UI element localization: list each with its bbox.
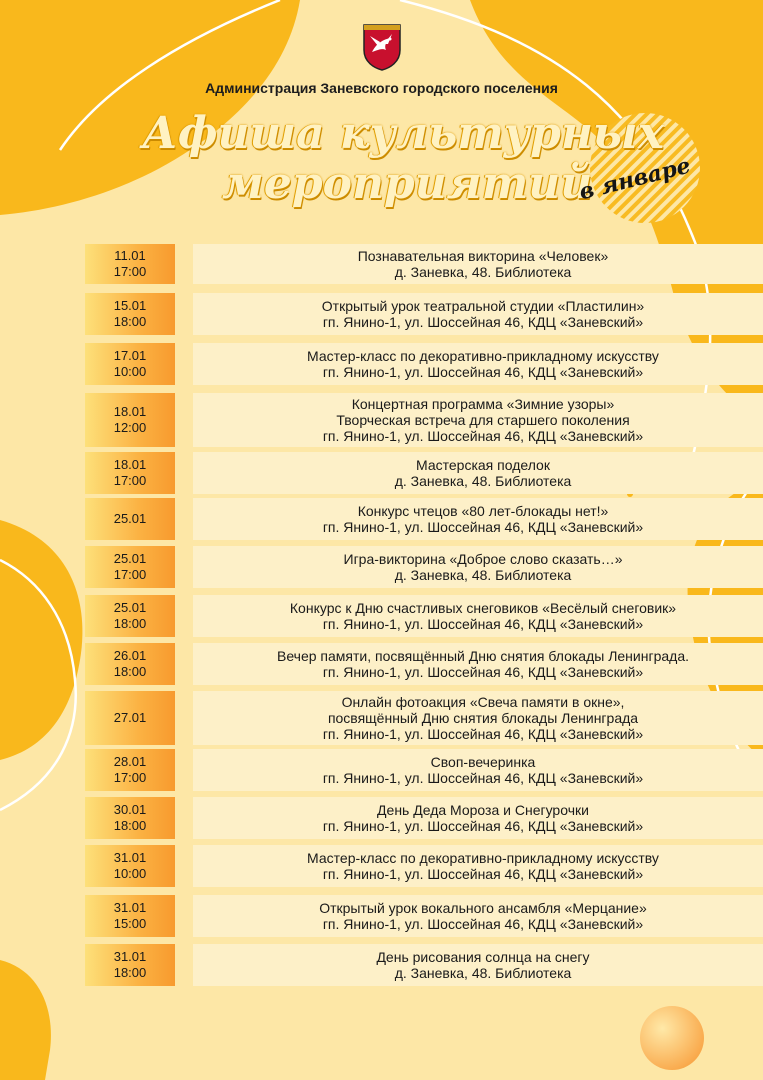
event-datetime bbox=[85, 944, 175, 986]
event-info bbox=[193, 944, 763, 986]
event-info bbox=[193, 643, 763, 685]
event-time: 10:00 bbox=[113, 866, 147, 881]
event-datetime bbox=[85, 845, 175, 887]
event-datetime bbox=[85, 797, 175, 839]
event-text-line: Вечер памяти, посвящённый Дню снятия блокады Ленинграда. bbox=[276, 648, 689, 664]
event-datetime bbox=[85, 293, 175, 335]
event-text-line: д. Заневка, 48. Библиотека bbox=[394, 965, 572, 981]
event-date: 27.01 bbox=[113, 710, 147, 725]
event-date: 31.01 bbox=[113, 850, 147, 865]
event-date: 25.01 bbox=[113, 600, 147, 615]
event-info bbox=[193, 546, 763, 588]
event-time: 15:00 bbox=[113, 916, 147, 931]
organization-name: Администрация Заневского городского поселения bbox=[205, 80, 558, 96]
event-info bbox=[193, 452, 763, 494]
event-text-line: Своп-вечеринка bbox=[430, 754, 536, 770]
event-text-line: Игра-викторина «Доброе слово сказать…» bbox=[343, 551, 623, 567]
event-info bbox=[193, 343, 763, 385]
event-text-line: гп. Янино-1, ул. Шоссейная 46, КДЦ «Заневский» bbox=[322, 916, 644, 932]
event-time: 18:00 bbox=[113, 616, 147, 631]
event-date: 26.01 bbox=[113, 648, 147, 663]
event-datetime bbox=[85, 643, 175, 685]
month-label: в январе bbox=[576, 152, 694, 206]
event-text-line: гп. Янино-1, ул. Шоссейная 46, КДЦ «Заневский» bbox=[322, 314, 644, 330]
event-text-line: День рисования солнца на снегу bbox=[376, 949, 590, 965]
event-text-line: посвящённый Дню снятия блокады Ленинграда bbox=[327, 710, 639, 726]
event-date: 31.01 bbox=[113, 900, 147, 915]
event-info bbox=[193, 895, 763, 937]
event-text-line: Концертная программа «Зимние узоры» bbox=[351, 396, 615, 412]
event-datetime bbox=[85, 691, 175, 745]
event-datetime bbox=[85, 343, 175, 385]
event-date: 31.01 bbox=[113, 949, 147, 964]
event-text-line: д. Заневка, 48. Библиотека bbox=[394, 567, 572, 583]
event-info bbox=[193, 498, 763, 540]
event-text-line: гп. Янино-1, ул. Шоссейная 46, КДЦ «Заневский» bbox=[322, 664, 644, 680]
event-info bbox=[193, 845, 763, 887]
event-info bbox=[193, 393, 763, 447]
event-info bbox=[193, 595, 763, 637]
event-time: 17:00 bbox=[113, 770, 147, 785]
event-datetime bbox=[85, 244, 175, 284]
event-datetime bbox=[85, 546, 175, 588]
event-text-line: Творческая встреча для старшего поколения bbox=[336, 412, 630, 428]
event-time: 18:00 bbox=[113, 314, 147, 329]
event-text-line: День Деда Мороза и Снегурочки bbox=[377, 802, 589, 818]
event-text-line: Познавательная викторина «Человек» bbox=[357, 248, 609, 264]
event-time: 17:00 bbox=[113, 264, 147, 279]
event-date: 17.01 bbox=[113, 348, 147, 363]
event-time: 10:00 bbox=[113, 364, 147, 379]
event-text-line: Мастер-класс по декоративно-прикладному искусству bbox=[307, 850, 659, 866]
event-text-line: гп. Янино-1, ул. Шоссейная 46, КДЦ «Заневский» bbox=[322, 866, 644, 882]
event-text-line: д. Заневка, 48. Библиотека bbox=[394, 473, 572, 489]
event-text-line: гп. Янино-1, ул. Шоссейная 46, КДЦ «Заневский» bbox=[322, 428, 644, 444]
event-text-line: Онлайн фотоакция «Свеча памяти в окне», bbox=[341, 694, 625, 710]
event-text-line: гп. Янино-1, ул. Шоссейная 46, КДЦ «Заневский» bbox=[322, 364, 644, 380]
coat-of-arms-icon bbox=[360, 22, 404, 72]
event-date: 28.01 bbox=[113, 754, 147, 769]
event-datetime bbox=[85, 895, 175, 937]
event-text-line: д. Заневка, 48. Библиотека bbox=[394, 264, 572, 280]
event-time: 12:00 bbox=[113, 420, 147, 435]
event-date: 30.01 bbox=[113, 802, 147, 817]
event-info bbox=[193, 293, 763, 335]
event-datetime bbox=[85, 595, 175, 637]
event-datetime bbox=[85, 749, 175, 791]
event-text-line: гп. Янино-1, ул. Шоссейная 46, КДЦ «Заневский» bbox=[322, 770, 644, 786]
event-time: 18:00 bbox=[113, 965, 147, 980]
event-info bbox=[193, 749, 763, 791]
event-datetime bbox=[85, 393, 175, 447]
event-date: 18.01 bbox=[113, 404, 147, 419]
event-text-line: гп. Янино-1, ул. Шоссейная 46, КДЦ «Заневский» bbox=[322, 519, 644, 535]
event-date: 25.01 bbox=[113, 511, 147, 526]
event-text-line: гп. Янино-1, ул. Шоссейная 46, КДЦ «Заневский» bbox=[322, 726, 644, 742]
event-text-line: Конкурс чтецов «80 лет-блокады нет!» bbox=[357, 503, 609, 519]
event-date: 18.01 bbox=[113, 457, 147, 472]
title-line-2: мероприятий bbox=[222, 158, 593, 209]
event-info bbox=[193, 244, 763, 284]
event-date: 15.01 bbox=[113, 298, 147, 313]
event-time: 18:00 bbox=[113, 664, 147, 679]
event-info bbox=[193, 691, 763, 745]
event-info bbox=[193, 797, 763, 839]
event-time: 17:00 bbox=[113, 473, 147, 488]
event-text-line: Мастер-класс по декоративно-прикладному искусству bbox=[307, 348, 659, 364]
event-datetime bbox=[85, 452, 175, 494]
event-time: 18:00 bbox=[113, 818, 147, 833]
title-line-1: Афиша культурных bbox=[142, 108, 664, 159]
event-text-line: Открытый урок театральной студии «Пластилин» bbox=[321, 298, 645, 314]
event-time: 17:00 bbox=[113, 567, 147, 582]
event-text-line: Конкурс к Дню счастливых снеговиков «Весёлый снеговик» bbox=[289, 600, 677, 616]
event-text-line: Мастерская поделок bbox=[416, 457, 550, 473]
event-text-line: Открытый урок вокального ансамбля «Мерцание» bbox=[319, 900, 647, 916]
event-date: 11.01 bbox=[114, 248, 146, 263]
event-datetime bbox=[85, 498, 175, 540]
event-date: 25.01 bbox=[113, 551, 147, 566]
event-text-line: гп. Янино-1, ул. Шоссейная 46, КДЦ «Заневский» bbox=[322, 616, 644, 632]
event-text-line: гп. Янино-1, ул. Шоссейная 46, КДЦ «Заневский» bbox=[322, 818, 644, 834]
